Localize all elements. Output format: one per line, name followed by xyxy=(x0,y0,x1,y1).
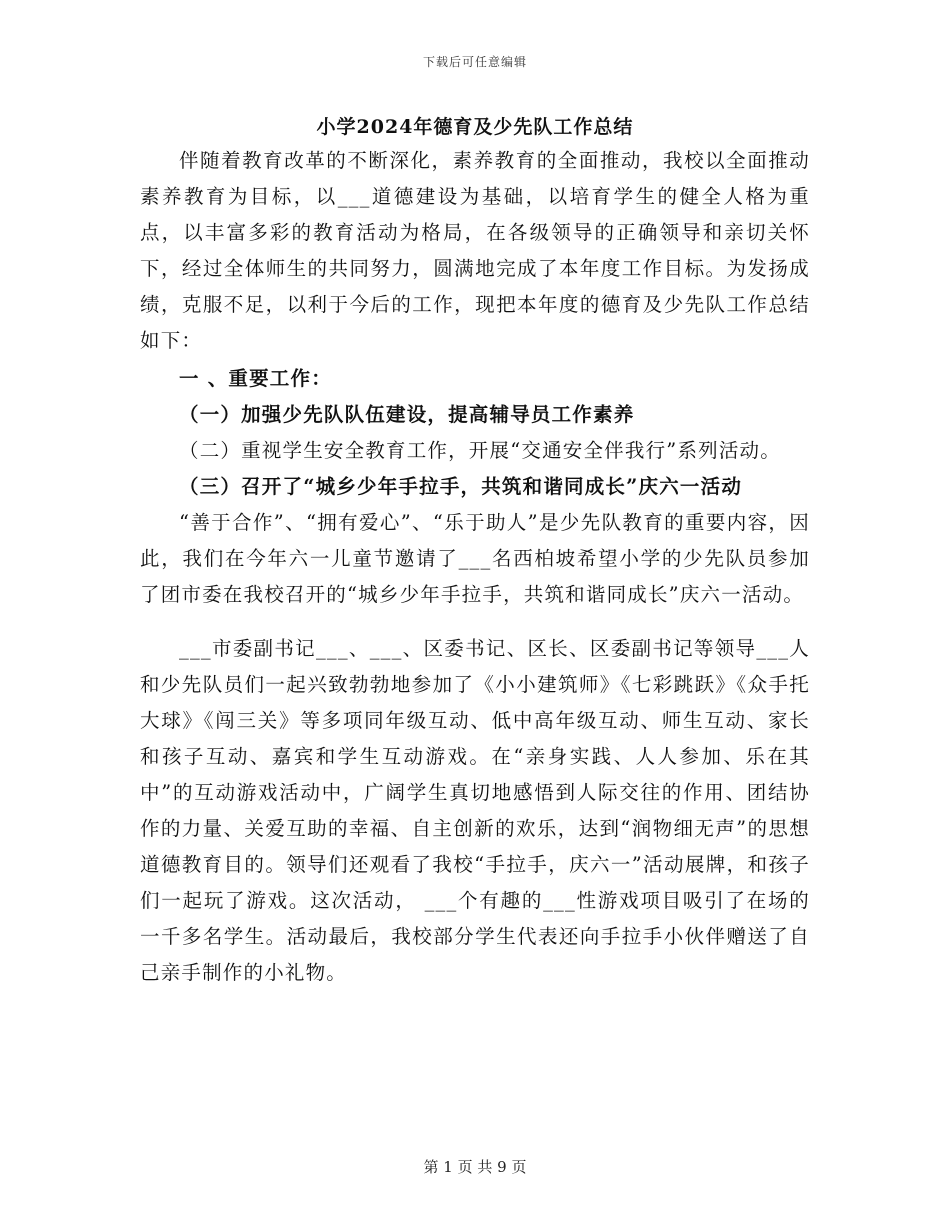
cooperation-paragraph: “善于合作”、“拥有爱心”、“乐于助人”是少先队教育的重要内容，因此，我们在今年六一儿童节邀请了___名西柏坡希望小学的少先队员参加了团市委在我校召开的“城乡少年手拉手，共筑和谐同成长”庆六一活动。 xyxy=(140,511,810,606)
subsection-safety-education: （二）重视学生安全教育工作，开展“交通安全伴我行”系列活动。 xyxy=(179,439,781,462)
intro-paragraph: 伴随着教育改革的不断深化，素养教育的全面推动，我校以全面推动素养教育为目标，以___道德建设为基础，以培育学生的健全人格为重点，以丰富多彩的教育活动为格局，在各级领导的正确领导和亲切关怀下，经过全体师生的共同努力，圆满地完成了本年度工作目标。为发扬成绩，克服不足，以利于今后的工作，现把本年度的德育及少先队工作总结如下： xyxy=(140,149,810,352)
page-header-note: 下载后可任意编辑 xyxy=(422,55,527,69)
document-title: 小学2024年德育及少先队工作总结 xyxy=(316,116,634,138)
activity-paragraph: ___市委副书记___、___、区委书记、区长、区委副书记等领导___人和少先队员们一起兴致勃勃地参加了《小小建筑师》《七彩跳跃》《众手托大球》《闯三关》等多项同年级互动、低中高年级互动、师生互动、家长和孩子互动、嘉宾和学生互动游戏。在“亲身实践、人人参加、乐在其中”的互动游戏活动中，广阔学生真切地感悟到人际交往的作用、团结协作的力量、关爱互助的幸福、自主创新的欢乐，达到“润物细无声”的思想道德教育目的。领导们还观看了我校“手拉手，庆六一”活动展牌，和孩子们一起玩了游戏。这次活动， ___个有趣的___性游戏项目吸引了在场的一千多名学生。活动最后，我校部分学生代表还向手拉手小伙伴赠送了自己亲手制作的小礼物。 xyxy=(140,637,810,984)
page-number: 第 1 页 共 9 页 xyxy=(423,1158,527,1176)
section-heading-main-work: 一 、重要工作： xyxy=(179,367,332,390)
subsection-heading-team-building: （一）加强少先队队伍建设，提高辅导员工作素养 xyxy=(179,403,635,426)
subsection-heading-childrens-day: （三）召开了“城乡少年手拉手，共筑和谐同成长”庆六一活动 xyxy=(179,475,743,498)
document-body xyxy=(140,143,810,991)
